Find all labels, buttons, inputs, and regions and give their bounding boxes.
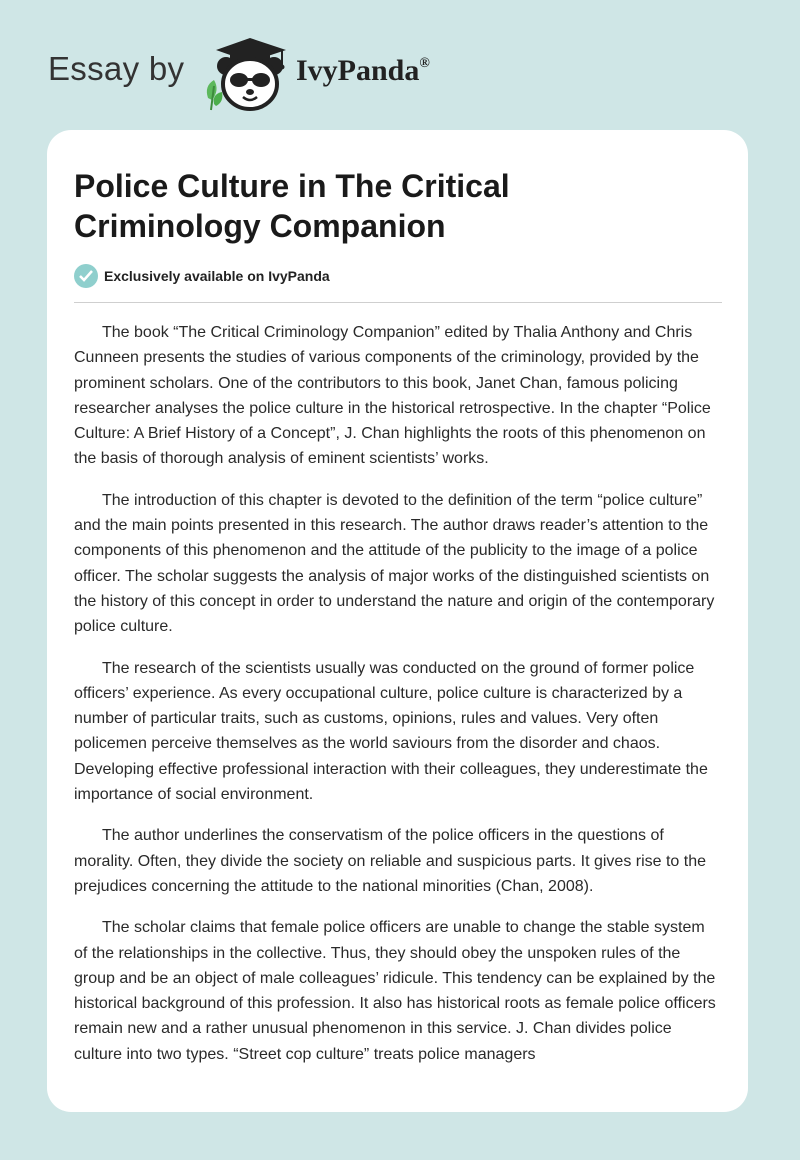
essay-by-label: Essay by [48, 50, 185, 87]
check-circle-icon [74, 264, 98, 288]
registered-mark: ® [419, 56, 430, 71]
paragraph: The author underlines the conservatism of the police officers in the questions of morality. Often, they divide the society on reliable and suspicious parts. It gives rise to the prejudices concerning the attitude to the national minorities (Chan, 2008). [74, 827, 707, 895]
brand-name: IvyPanda® [296, 54, 430, 87]
paragraph: The research of the scientists usually was conducted on the ground of former police officers’ experience. As every occupational culture, police culture is characterized by a number of particular traits, such as customs, opinions, rules and values. Very often policemen perceive themselves as the world saviours from the disorder and chaos. Developing effective professional interaction with their colleagues, they underestimate the importance of social environment. [74, 659, 708, 804]
panda-graduate-icon [200, 36, 292, 112]
exclusive-badge [74, 264, 330, 288]
paragraph: The introduction of this chapter is devoted to the definition of the term “police culture” and the main points presented in this research. The author draws reader’s attention to the components of this phenomenon and the attitude of the publicity to the image of a police officer. The scholar suggests the analysis of major works of the distinguished scientists on the history of this concept in order to understand the nature and origin of the contemporary police culture. [74, 491, 715, 636]
essay-card [47, 130, 748, 1112]
paragraph: The scholar claims that female police officers are unable to change the stable system of the relationships in the collective. Thus, they should obey the unspoken rules of the group and be an object of male colleagues’ ridicule. This tendency can be explained by the historical background of this profession. It also has historical roots as female police officers remain new and a rather unusual phenomenon in this service. J. Chan divides police culture into two types. “Street cop culture” treats police managers [74, 919, 716, 1063]
essay-body [74, 320, 722, 1083]
page-title: Police Culture in The Critical Criminology Companion [74, 168, 510, 244]
paragraph: The book “The Critical Criminology Companion” edited by Thalia Anthony and Chris Cunneen presents the studies of various components of the criminology, provided by the prominent scholars. One of the contributors to this book, Janet Chan, famous policing researcher analyses the police culture in the historical retrospective. In the chapter “Police Culture: A Brief History of a Concept”, J. Chan highlights the roots of this phenomenon on the basis of thorough analysis of eminent scientists’ works. [74, 324, 711, 468]
divider [74, 302, 722, 303]
site-header [0, 0, 800, 130]
exclusive-badge-label: Exclusively available on IvyPanda [104, 268, 330, 284]
